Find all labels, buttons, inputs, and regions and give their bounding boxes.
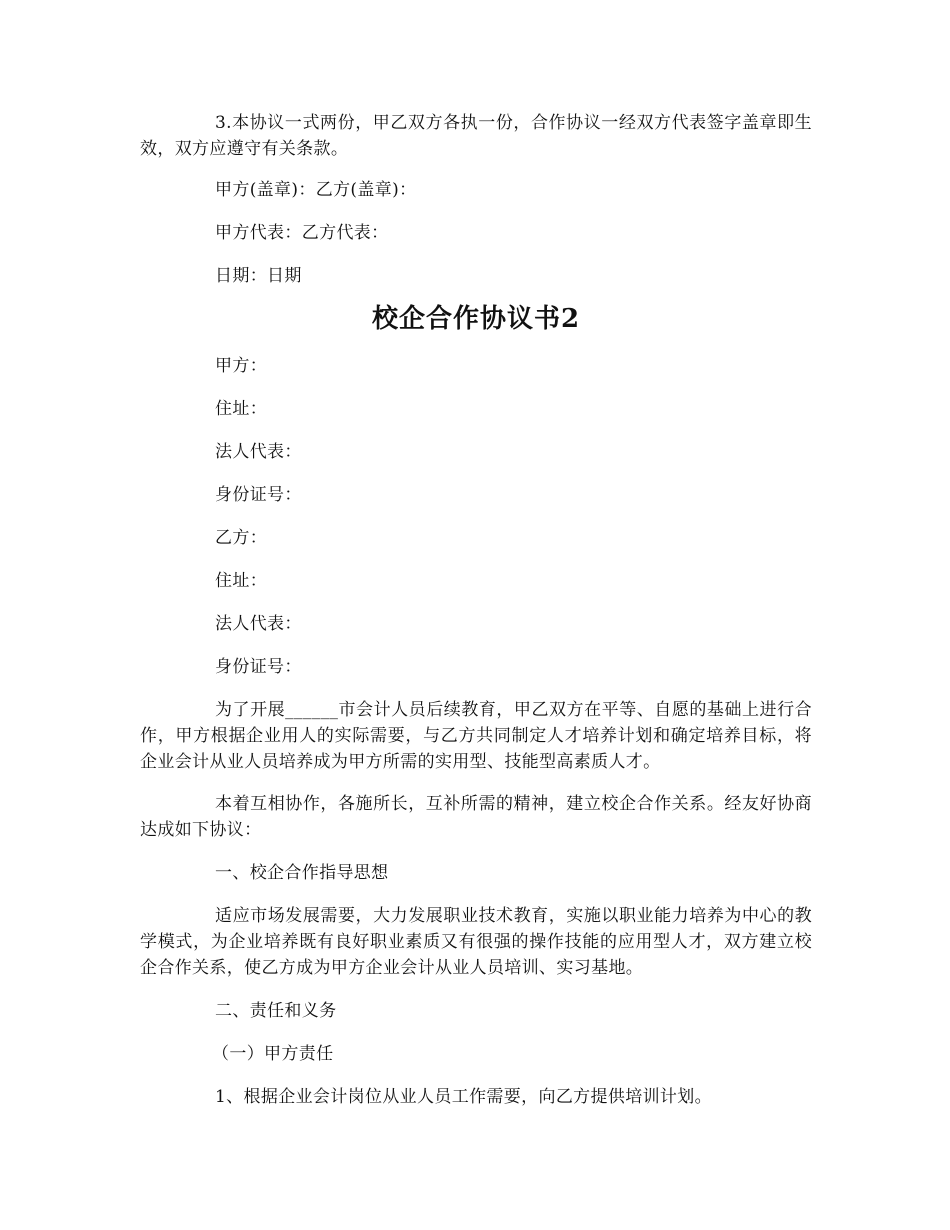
subsection-heading: （一）甲方责任 <box>212 1044 334 1064</box>
party-b-id-number-label: 身份证号： <box>215 657 302 677</box>
clause-3-paragraph: 3.本协议一式两份，甲乙双方各执一份，合作协议一经双方代表签字盖章即生效，双方应遵守有关条款。 <box>140 113 812 159</box>
intro-paragraph: 为了开展______市会计人员后续教育，甲乙双方在平等、自愿的基础上进行合作，甲方根据企业用人的实际需要，与乙方共同制定人才培养计划和确定培养目标，将企业会计从业人员培养成为甲方所需的实用型、技能型高素质人才。 <box>140 700 812 772</box>
representative-line: 甲方代表：乙方代表： <box>215 223 389 243</box>
party-a-legal-rep-label: 法人代表： <box>215 442 302 462</box>
party-b-label: 乙方： <box>215 528 268 548</box>
party-b-legal-rep-label: 法人代表： <box>215 614 302 634</box>
principle-paragraph: 本着互相协作，各施所长，互补所需的精神，建立校企合作关系。经友好协商达成如下协议： <box>140 794 812 840</box>
seal-line: 甲方(盖章)：乙方(盖章)： <box>215 180 417 200</box>
document-body <box>140 110 812 1110</box>
document-title: 校企合作协议书2 <box>371 304 581 334</box>
party-a-id-number-label: 身份证号： <box>215 485 302 505</box>
section-2-heading: 二、责任和义务 <box>215 1001 337 1021</box>
party-b-address-label: 住址： <box>215 571 268 591</box>
section-1-heading: 一、校企合作指导思想 <box>215 863 389 883</box>
party-a-address-label: 住址： <box>215 399 268 419</box>
item-1: 1、根据企业会计岗位从业人员工作需要，向乙方提供培训计划。 <box>215 1087 712 1107</box>
party-a-label: 甲方： <box>215 356 268 376</box>
date-line: 日期：日期 <box>215 266 302 286</box>
section-1-paragraph: 适应市场发展需要，大力发展职业技术教育，实施以职业能力培养为中心的教学模式，为企业培养既有良好职业素质又有很强的操作技能的应用型人才，双方建立校企合作关系，使乙方成为甲方企业会计从业人员培训、实习基地。 <box>140 906 812 978</box>
